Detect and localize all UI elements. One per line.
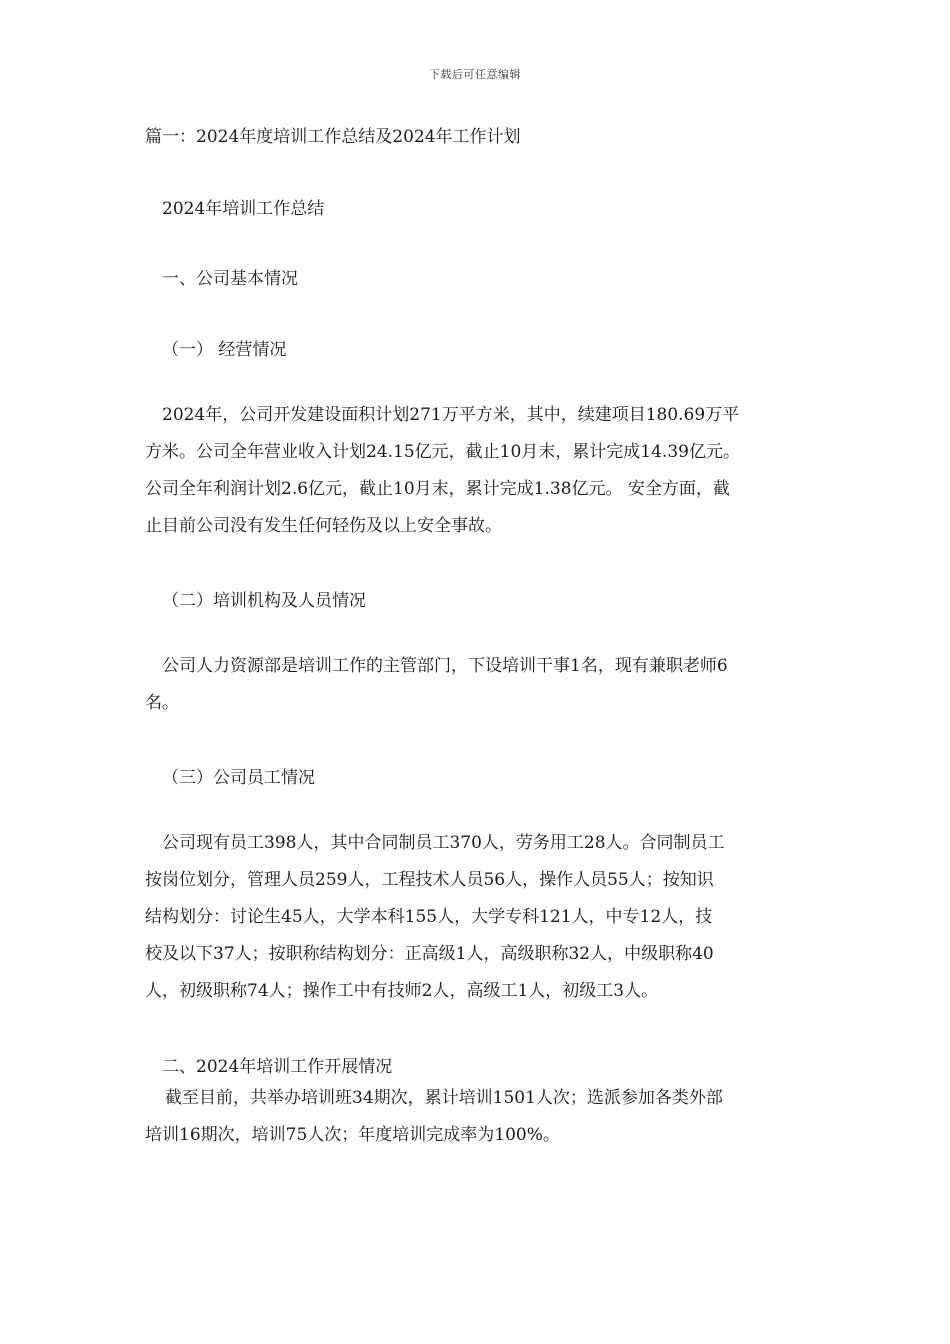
paragraph-training-progress [145, 1080, 810, 1154]
paragraph-line: 按岗位划分，管理人员259人，工程技术人员56人，操作人员55人；按知识 [145, 870, 714, 890]
subheading-training-organization: （二）培训机构及人员情况 [162, 591, 366, 611]
paragraph-line: 截至目前，共举办培训班34期次，累计培训1501人次；选派参加各类外部 [165, 1088, 723, 1108]
paragraph-line: 方米。公司全年营业收入计划24.15亿元，截止10月末，累计完成14.39亿元。 [145, 442, 740, 462]
subheading-operations: （一） 经营情况 [162, 340, 287, 360]
paragraph-line: 公司人力资源部是培训工作的主管部门，下设培训干事1名，现有兼职老师6 [162, 656, 728, 676]
document-title: 篇一：2024年度培训工作总结及2024年工作计划 [145, 127, 521, 147]
section-heading-company-overview: 一、公司基本情况 [162, 269, 298, 289]
paragraph-line: 止目前公司没有发生任何轻伤及以上安全事故。 [145, 516, 502, 536]
paragraph-training-organization [145, 648, 810, 722]
header-note: 下载后可任意编辑 [429, 68, 521, 81]
section-heading-training-progress: 二、2024年培训工作开展情况 [162, 1057, 393, 1077]
paragraph-operations [145, 397, 810, 545]
paragraph-line: 人，初级职称74人；操作工中有技师2人，高级工1人，初级工3人。 [145, 981, 659, 1001]
paragraph-line: 2024年，公司开发建设面积计划271万平方米，其中，续建项目180.69万平 [162, 405, 740, 425]
subheading-employees: （三）公司员工情况 [162, 768, 315, 788]
paragraph-employees [145, 825, 810, 1010]
paragraph-line: 培训16期次，培训75人次；年度培训完成率为100%。 [145, 1125, 560, 1145]
paragraph-line: 名。 [145, 693, 179, 713]
summary-subtitle: 2024年培训工作总结 [162, 199, 325, 219]
paragraph-line: 公司全年利润计划2.6亿元，截止10月末，累计完成1.38亿元。 安全方面，截 [145, 479, 730, 499]
paragraph-line: 校及以下37人；按职称结构划分：正高级1人，高级职称32人，中级职称40 [145, 944, 714, 964]
paragraph-line: 结构划分：讨论生45人，大学本科155人，大学专科121人，中专12人，技 [145, 907, 713, 927]
paragraph-line: 公司现有员工398人，其中合同制员工370人，劳务用工28人。合同制员工 [162, 833, 725, 853]
